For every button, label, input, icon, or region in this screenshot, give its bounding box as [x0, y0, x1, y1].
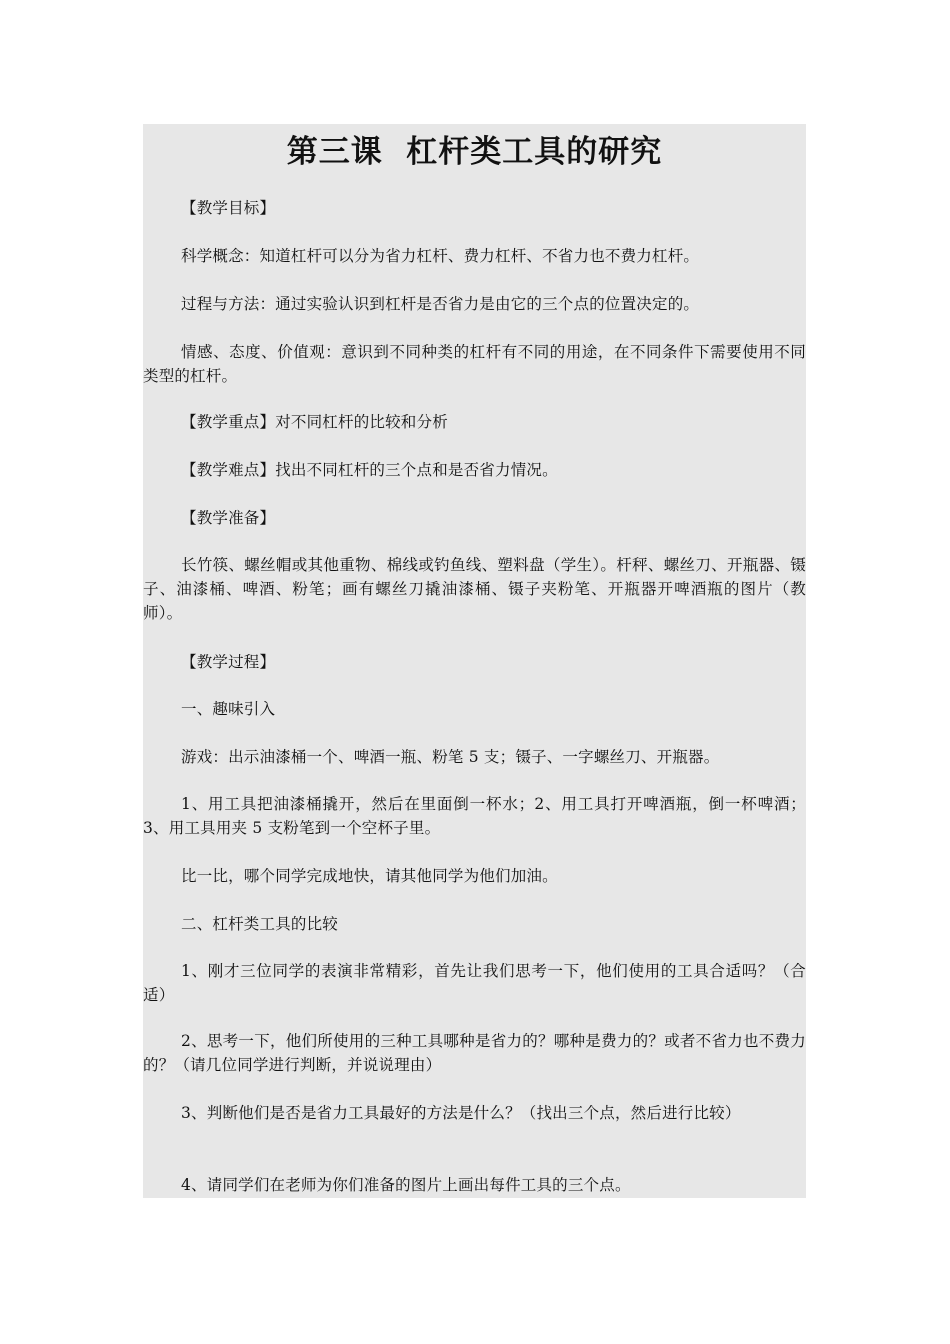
paragraph-key-points: 【教学重点】对不同杠杆的比较和分析 [181, 413, 448, 431]
heading-objectives: 【教学目标】 [181, 199, 276, 217]
paragraph-game: 游戏：出示油漆桶一个、啤酒一瓶、粉笔 5 支；镊子、一字螺丝刀、开瓶器。 [181, 748, 720, 766]
heading-preparation: 【教学准备】 [181, 509, 276, 527]
lesson-title: 第三课 杠杆类工具的研究 [286, 134, 663, 170]
section-intro-heading: 一、趣味引入 [181, 700, 276, 718]
list-item-4: 4、请同学们在老师为你们准备的图片上画出每件工具的三个点。 [181, 1176, 631, 1194]
heading-process: 【教学过程】 [181, 653, 276, 671]
paragraph-process-method: 过程与方法：通过实验认识到杠杆是否省力是由它的三个点的位置决定的。 [181, 295, 700, 313]
list-item-3: 3、判断他们是否是省力工具最好的方法是什么？（找出三个点，然后进行比较） [181, 1104, 741, 1122]
document-page [143, 124, 806, 1198]
paragraph-attitude-values: 情感、态度、价值观：意识到不同种类的杠杆有不同的用途，在不同条件下需要使用不同类型的杠杆。 [143, 343, 806, 385]
list-item-1: 1、刚才三位同学的表演非常精彩，首先让我们思考一下，他们使用的工具合适吗？（合适） [143, 962, 806, 1004]
paragraph-compete: 比一比，哪个同学完成地快，请其他同学为他们加油。 [181, 867, 558, 885]
section-compare-heading: 二、杠杆类工具的比较 [181, 915, 339, 933]
paragraph-difficult-points: 【教学难点】找出不同杠杆的三个点和是否省力情况。 [181, 461, 558, 479]
paragraph-tasks: 1、用工具把油漆桶撬开，然后在里面倒一杯水；2、用工具打开啤酒瓶，倒一杯啤酒； 3、用工具用夹 5 支粉笔到一个空杯子里。 [143, 795, 806, 837]
list-item-2: 2、思考一下，他们所使用的三种工具哪种是省力的？哪种是费力的？或者不省力也不费力的？（请几位同学进行判断，并说说理由） [143, 1032, 806, 1074]
paragraph-materials: 长竹筷、螺丝帽或其他重物、棉线或钓鱼线、塑料盘（学生）。杆秤、螺丝刀、开瓶器、镊子、油漆桶、啤酒、粉笔；画有螺丝刀撬油漆桶、镊子夹粉笔、开瓶器开啤酒瓶的图片（教师）。 [143, 556, 806, 622]
paragraph-science-concept: 科学概念：知道杠杆可以分为省力杠杆、费力杠杆、不省力也不费力杠杆。 [181, 247, 700, 265]
